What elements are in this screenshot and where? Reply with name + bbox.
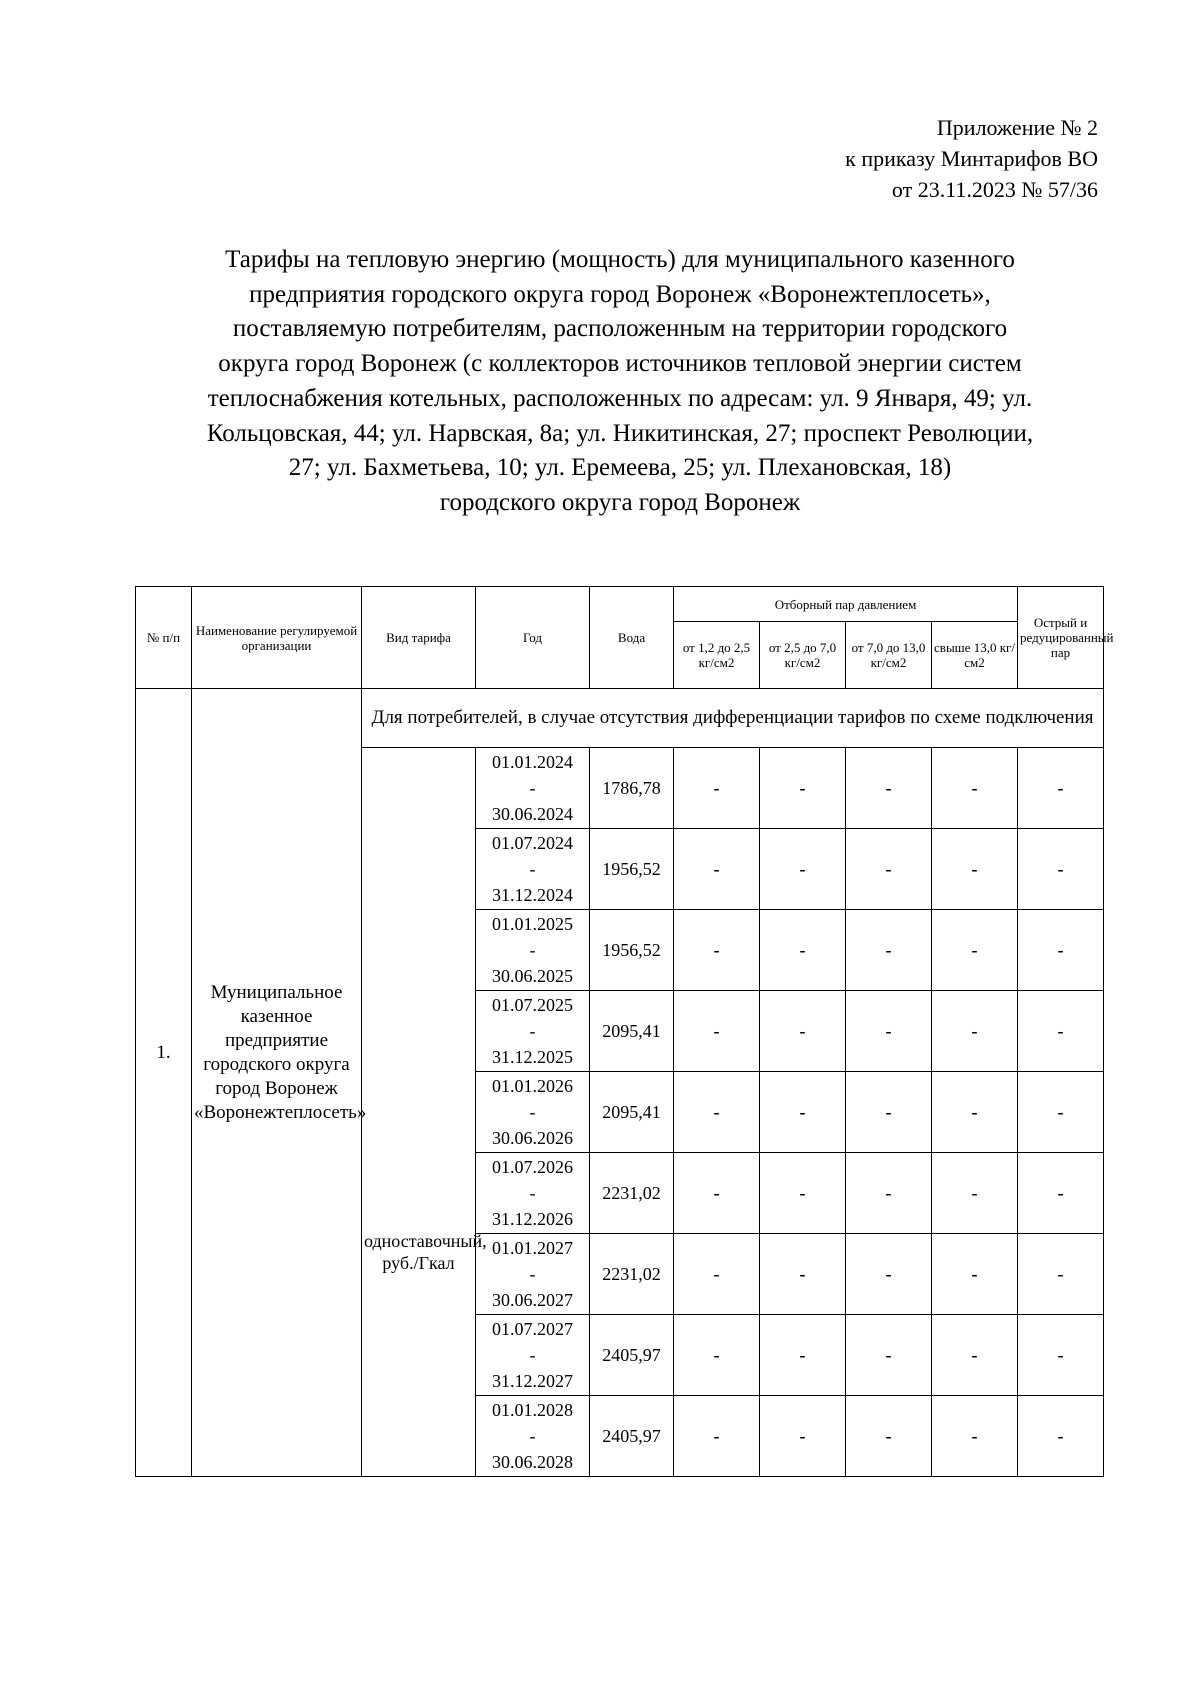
steam-tariff-s3: - — [846, 991, 932, 1072]
title-line: теплоснабжения котельных, расположенных по адресам: ул. 9 Января, 49; ул. — [207, 384, 1033, 412]
steam-tariff-s2: - — [760, 748, 846, 829]
steam-tariff-s1: - — [674, 1153, 760, 1234]
steam-tariff-sharp: - — [1018, 1234, 1104, 1315]
title-line: 27; ул. Бахметьева, 10; ул. Еремеева, 25; ул. Плехановская, 18) — [288, 454, 952, 482]
steam-tariff-s4: - — [932, 991, 1018, 1072]
steam-tariff-s2: - — [760, 1396, 846, 1477]
header-water: Вода — [590, 587, 674, 689]
header-sharp-steam: Острый и редуцированный пар — [1018, 587, 1104, 689]
period-sep: - — [529, 1426, 536, 1446]
water-tariff: 2095,41 — [590, 1072, 674, 1153]
steam-tariff-s2: - — [760, 1153, 846, 1234]
steam-tariff-sharp: - — [1018, 991, 1104, 1072]
water-tariff: 2095,41 — [590, 991, 674, 1072]
title-line: городского округа город Воронеж — [439, 488, 801, 516]
appendix-number: Приложение № 2 — [936, 115, 1098, 140]
header-steam-1: от 1,2 до 2,5 кг/см2 — [674, 622, 760, 689]
period-cell — [476, 1072, 590, 1153]
header-year: Год — [476, 587, 590, 689]
period-sep: - — [529, 940, 536, 960]
steam-tariff-s4: - — [932, 748, 1018, 829]
period-end: 30.06.2024 — [492, 804, 573, 824]
water-tariff: 2405,97 — [590, 1396, 674, 1477]
period-sep: - — [529, 859, 536, 879]
steam-tariff-s1: - — [674, 1396, 760, 1477]
period-start: 01.01.2027 — [492, 1238, 573, 1258]
period-cell — [476, 991, 590, 1072]
steam-tariff-s1: - — [674, 829, 760, 910]
period-start: 01.01.2026 — [492, 1076, 573, 1096]
tariff-table — [135, 586, 1114, 1477]
period-start: 01.07.2024 — [492, 833, 573, 853]
header-org: Наименование регулируемой организации — [192, 587, 362, 689]
period-end: 31.12.2024 — [492, 885, 573, 905]
water-tariff: 1956,52 — [590, 829, 674, 910]
document-title — [140, 243, 1100, 521]
period-start: 01.01.2024 — [492, 752, 573, 772]
period-cell — [476, 910, 590, 991]
header-steam-2: от 2,5 до 7,0 кг/см2 — [760, 622, 846, 689]
title-line: поставляемую потребителям, расположенным на территории городского — [232, 315, 1008, 343]
steam-tariff-s1: - — [674, 991, 760, 1072]
steam-tariff-s3: - — [846, 1153, 932, 1234]
steam-tariff-s3: - — [846, 1396, 932, 1477]
steam-tariff-s4: - — [932, 910, 1018, 991]
steam-tariff-s2: - — [760, 991, 846, 1072]
period-end: 30.06.2025 — [492, 966, 573, 986]
title-line: Тарифы на тепловую энергию (мощность) для муниципального казенного — [225, 246, 1015, 273]
steam-tariff-sharp: - — [1018, 910, 1104, 991]
tariff-type: одноставочный, руб./Гкал — [362, 748, 476, 1477]
header-steam-group: Отборный пар давлением — [674, 587, 1018, 622]
period-start: 01.07.2025 — [492, 995, 573, 1015]
steam-tariff-s1: - — [674, 748, 760, 829]
steam-tariff-s3: - — [846, 748, 932, 829]
period-cell — [476, 748, 590, 829]
steam-tariff-s3: - — [846, 1072, 932, 1153]
title-line: округа город Воронеж (с коллекторов источников тепловой энергии систем — [218, 350, 1022, 378]
steam-tariff-s3: - — [846, 829, 932, 910]
period-start: 01.01.2028 — [492, 1400, 573, 1420]
period-start: 01.07.2027 — [492, 1319, 573, 1339]
header-steam-4: свыше 13,0 кг/см2 — [932, 622, 1018, 689]
steam-tariff-s2: - — [760, 910, 846, 991]
period-end: 30.06.2027 — [492, 1290, 573, 1310]
period-end: 31.12.2027 — [492, 1371, 573, 1391]
title-line: Кольцовская, 44; ул. Нарвская, 8а; ул. Никитинская, 27; проспект Революции, — [206, 419, 1034, 447]
water-tariff: 2405,97 — [590, 1315, 674, 1396]
period-sep: - — [529, 1021, 536, 1041]
steam-tariff-s3: - — [846, 910, 932, 991]
period-end: 31.12.2025 — [492, 1047, 573, 1067]
title-line: предприятия городского округа город Воронеж «Воронежтеплосеть», — [249, 280, 991, 308]
period-cell — [476, 1153, 590, 1234]
water-tariff: 2231,02 — [590, 1234, 674, 1315]
steam-tariff-s4: - — [932, 1315, 1018, 1396]
steam-tariff-s2: - — [760, 1234, 846, 1315]
header-num: № п/п — [136, 587, 192, 689]
water-tariff: 1786,78 — [590, 748, 674, 829]
steam-tariff-s2: - — [760, 1072, 846, 1153]
period-sep: - — [529, 1102, 536, 1122]
steam-tariff-sharp: - — [1018, 829, 1104, 910]
header-type: Вид тарифа — [362, 587, 476, 689]
section-caption: Для потребителей, в случае отсутствия дифференциации тарифов по схеме подключения — [362, 689, 1104, 748]
steam-tariff-s2: - — [760, 829, 846, 910]
appendix-date: от 23.11.2023 № 57/36 — [891, 177, 1098, 202]
period-end: 31.12.2026 — [492, 1209, 573, 1229]
steam-tariff-s2: - — [760, 1315, 846, 1396]
steam-tariff-sharp: - — [1018, 748, 1104, 829]
water-tariff: 1956,52 — [590, 910, 674, 991]
period-start: 01.07.2026 — [492, 1157, 573, 1177]
period-sep: - — [529, 1183, 536, 1203]
period-sep: - — [529, 1264, 536, 1284]
steam-tariff-s3: - — [846, 1234, 932, 1315]
steam-tariff-sharp: - — [1018, 1153, 1104, 1234]
steam-tariff-s4: - — [932, 1234, 1018, 1315]
steam-tariff-s1: - — [674, 1315, 760, 1396]
period-cell — [476, 1396, 590, 1477]
header-steam-3: от 7,0 до 13,0 кг/см2 — [846, 622, 932, 689]
row-number: 1. — [136, 689, 192, 1477]
period-cell — [476, 829, 590, 910]
steam-tariff-s4: - — [932, 1396, 1018, 1477]
steam-tariff-s3: - — [846, 1315, 932, 1396]
steam-tariff-s1: - — [674, 1234, 760, 1315]
period-cell — [476, 1234, 590, 1315]
period-end: 30.06.2026 — [492, 1128, 573, 1148]
steam-tariff-sharp: - — [1018, 1396, 1104, 1477]
steam-tariff-s4: - — [932, 1072, 1018, 1153]
steam-tariff-sharp: - — [1018, 1315, 1104, 1396]
period-end: 30.06.2028 — [492, 1452, 573, 1472]
period-start: 01.01.2025 — [492, 914, 573, 934]
water-tariff: 2231,02 — [590, 1153, 674, 1234]
steam-tariff-s1: - — [674, 910, 760, 991]
appendix-reference — [738, 112, 1098, 205]
steam-tariff-s4: - — [932, 1153, 1018, 1234]
steam-tariff-sharp: - — [1018, 1072, 1104, 1153]
steam-tariff-s4: - — [932, 829, 1018, 910]
period-cell — [476, 1315, 590, 1396]
period-sep: - — [529, 1345, 536, 1365]
organization-name: Муниципальное казенное предприятие городского округа город Воронеж «Воронежтеплосеть» — [192, 689, 362, 1477]
appendix-order: к приказу Минтарифов ВО — [845, 146, 1098, 171]
steam-tariff-s1: - — [674, 1072, 760, 1153]
period-sep: - — [529, 778, 536, 798]
